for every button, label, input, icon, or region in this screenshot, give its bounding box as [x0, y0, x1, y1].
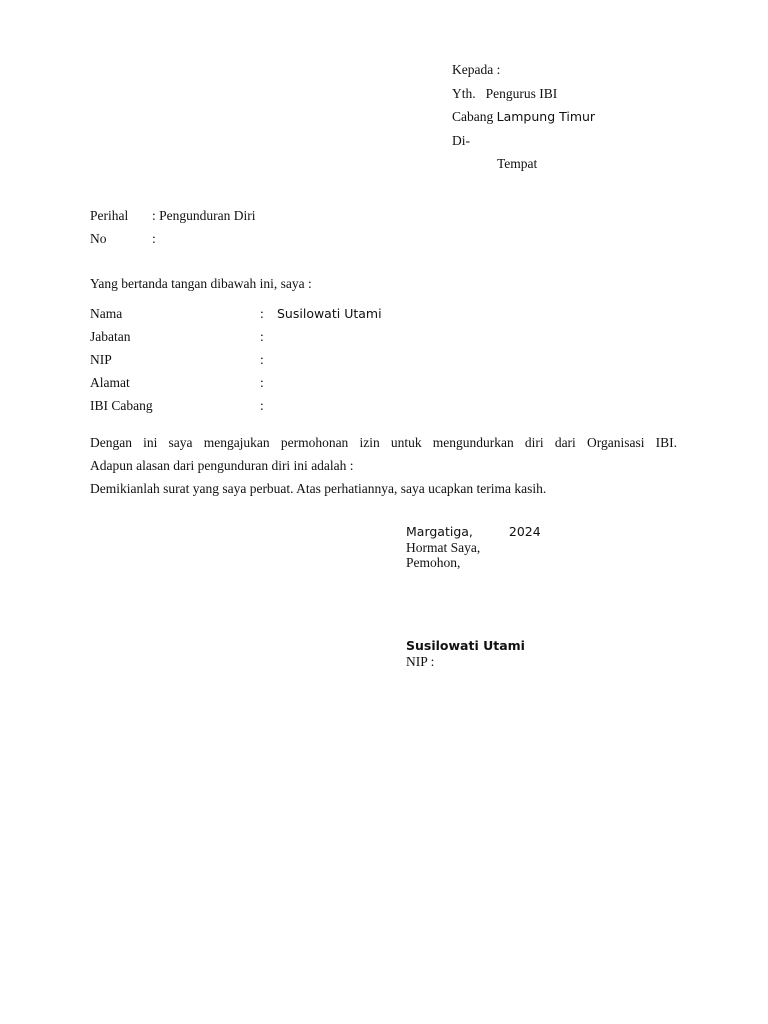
- field-row-nip: [90, 350, 382, 373]
- cabang-prefix: Cabang: [452, 109, 494, 124]
- field-row-ibi-cabang: [90, 396, 382, 419]
- field-row-jabatan: [90, 327, 382, 350]
- no-row: [90, 229, 256, 252]
- field-colon: :: [260, 329, 264, 344]
- yth-prefix: Yth.: [452, 85, 476, 101]
- perihal-value: : Pengunduran Diri: [152, 208, 256, 223]
- field-label: IBI Cabang: [90, 398, 153, 413]
- place-date-line: [406, 524, 541, 540]
- no-label: No: [90, 231, 107, 246]
- body-line-closing: Demikianlah surat yang saya perbuat. Atas perhatiannya, saya ucapkan terima kasih.: [90, 481, 547, 496]
- place: Margatiga,: [406, 524, 473, 539]
- body-line-reason: Adapun alasan dari pengunduran diri ini adalah :: [90, 458, 354, 473]
- yth-line: [452, 84, 595, 108]
- year: 2024: [508, 524, 541, 539]
- perihal-label: Perihal: [90, 208, 129, 223]
- di-line: Di-: [452, 132, 470, 148]
- field-colon: :: [260, 398, 264, 413]
- intro-text: Yang bertanda tangan dibawah ini, saya :: [90, 276, 312, 291]
- field-label: NIP: [90, 352, 112, 367]
- signer-name: Susilowati Utami: [406, 638, 525, 653]
- regards-line: Hormat Saya,: [406, 539, 481, 555]
- field-row-nama: [90, 304, 382, 327]
- body-line-request: Dengan ini saya mengajukan permohonan izin untuk mengundurkan diri dari Organisasi IBI.: [90, 435, 677, 450]
- applicant-line: Pemohon,: [406, 555, 461, 570]
- field-colon: :: [260, 352, 264, 367]
- perihal-row: [90, 206, 256, 229]
- signer-nip: NIP :: [406, 654, 435, 669]
- subject-block: [90, 206, 256, 252]
- body-paragraph: [90, 433, 677, 502]
- no-value: :: [152, 231, 156, 246]
- tempat-line: Tempat: [497, 156, 538, 171]
- closing-block: [406, 524, 541, 571]
- field-label: Alamat: [90, 375, 130, 390]
- field-colon: :: [260, 375, 264, 390]
- field-row-alamat: [90, 373, 382, 396]
- field-label: Nama: [90, 306, 123, 321]
- yth-name: Pengurus IBI: [485, 85, 558, 101]
- kepada-line: Kepada :: [452, 62, 501, 77]
- cabang-name: Lampung Timur: [496, 109, 596, 124]
- identity-fields: [90, 304, 382, 419]
- cabang-line: [452, 107, 595, 131]
- field-colon: :: [260, 306, 264, 321]
- recipient-block: [452, 60, 595, 178]
- field-value: Susilowati Utami: [277, 306, 382, 321]
- field-label: Jabatan: [90, 329, 131, 344]
- signature-block: [406, 638, 525, 670]
